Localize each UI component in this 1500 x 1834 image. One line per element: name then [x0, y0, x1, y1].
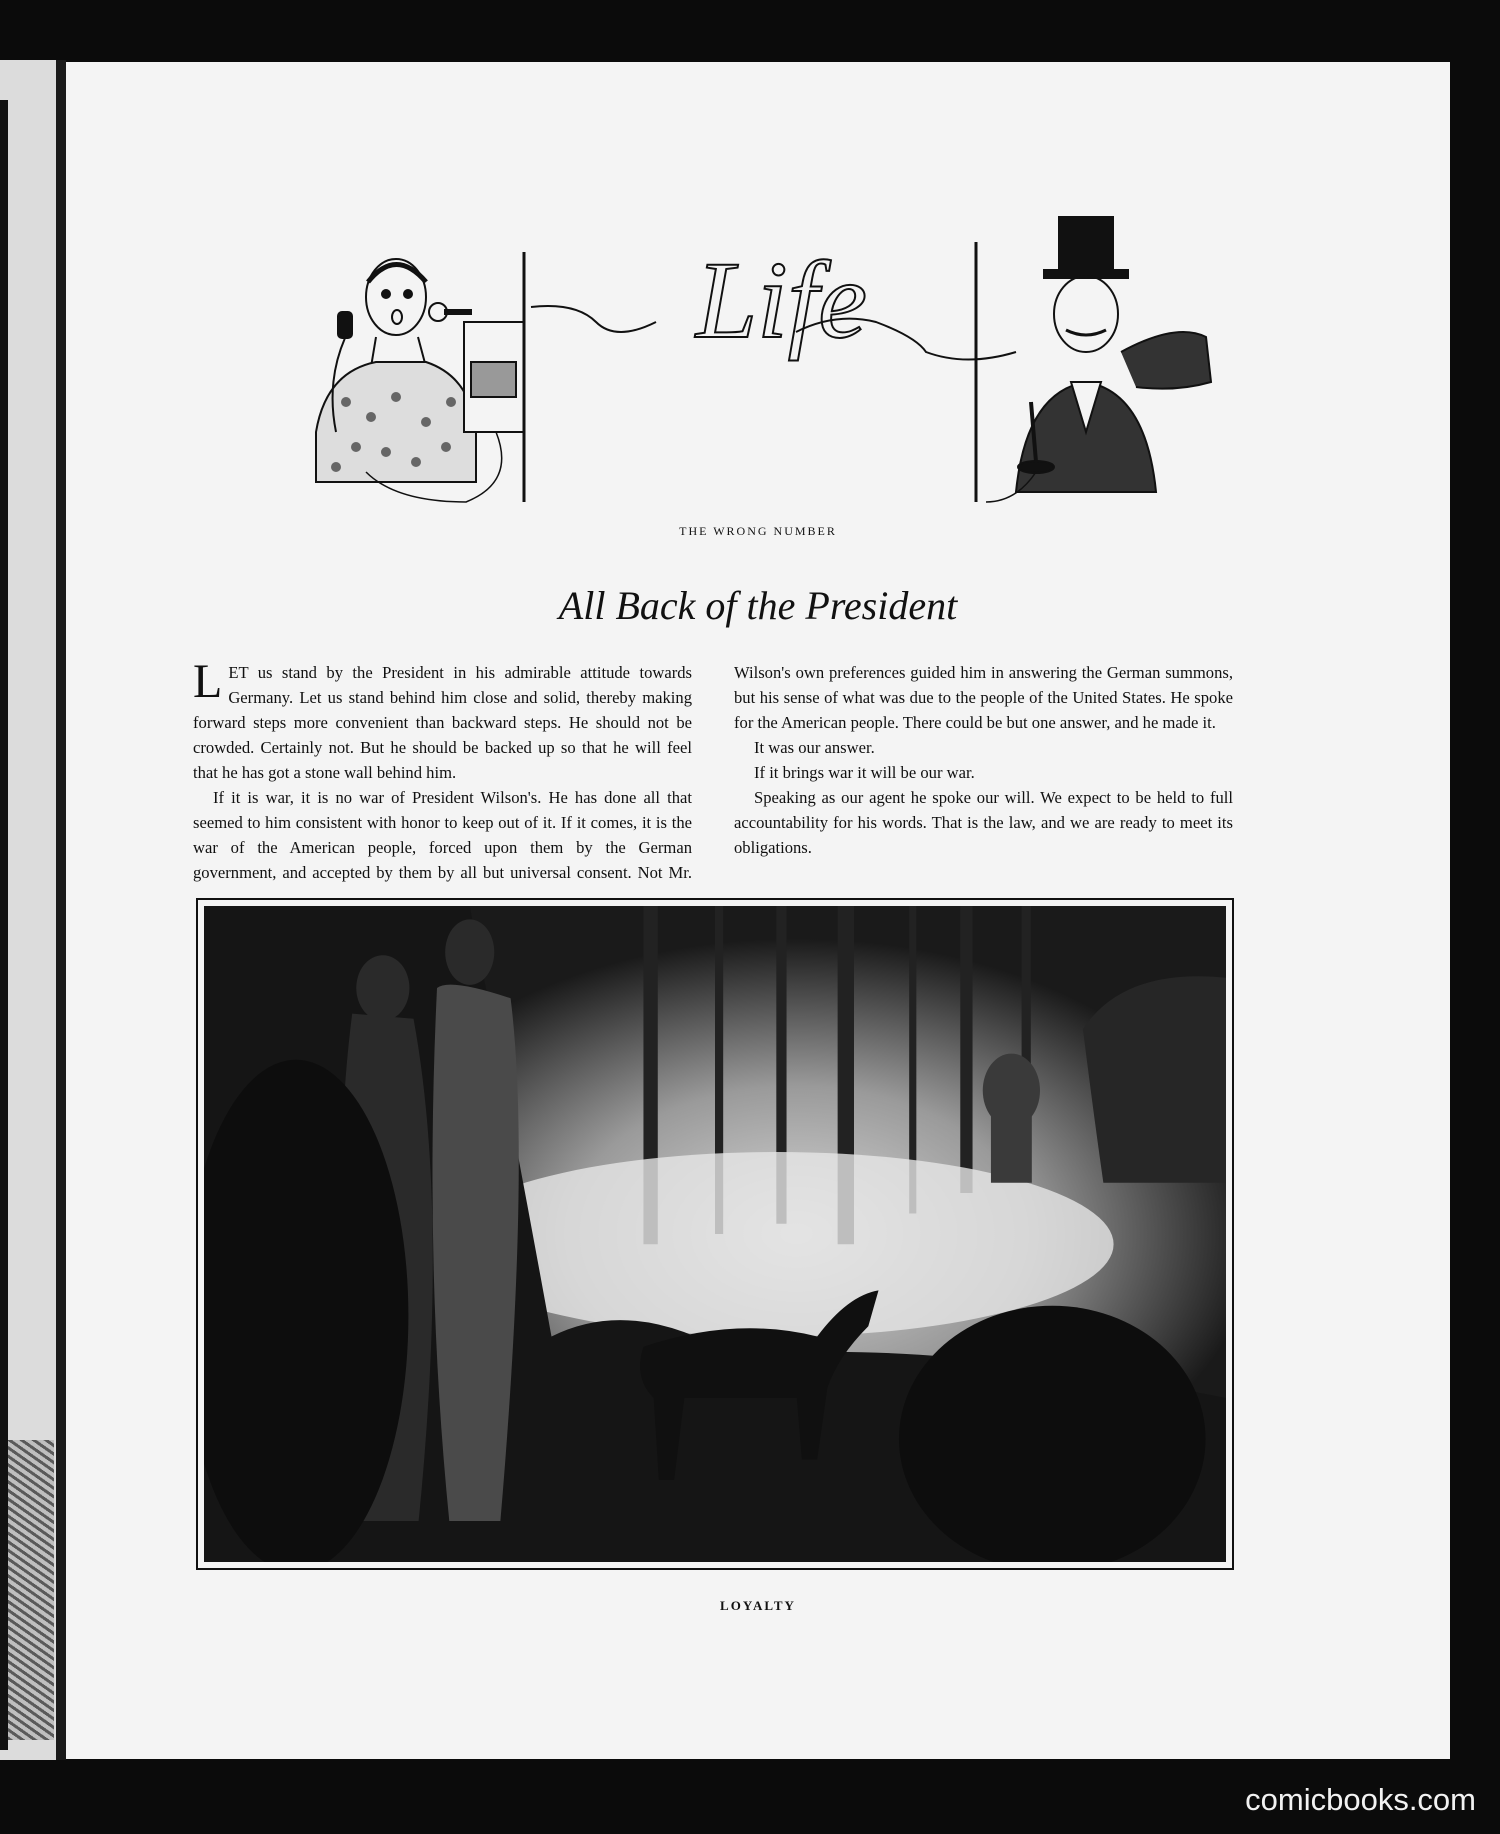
woman-on-phone-drawing: [316, 252, 524, 502]
source-watermark: comicbooks.com: [1245, 1782, 1476, 1817]
gentleman-on-phone-drawing: [976, 217, 1211, 502]
lion-figure: [983, 1054, 1040, 1183]
article-paragraph: If it is war, it is no war of President Wilson's. He has done all that seemed to him consistent with honor to keep out of it. If it comes, it is the war of the American people, forced upon them by the German government, and accepted by them by all but universal consent. Not Mr. Wilson's own preferences guided him in answering the German summons, but his sense of what was due to the people of the United States. He spoke for the American people. There could be but one answer, and he made it.: [193, 663, 1233, 882]
header-caption: THE WRONG NUMBER: [679, 524, 837, 538]
drop-cap: L: [193, 655, 223, 708]
adjacent-page-border: [0, 100, 8, 1750]
article-paragraph: It was our answer.: [754, 738, 875, 757]
article-body: [193, 655, 1233, 885]
elephant-figure: [1083, 976, 1226, 1182]
life-logo: Life: [696, 239, 868, 361]
illustration-caption: LOYALTY: [720, 1598, 796, 1613]
loyalty-illustration: [204, 906, 1226, 1562]
magazine-page: [66, 62, 1450, 1759]
header-illustration: [276, 202, 1236, 517]
article-title: All Back of the President: [558, 583, 958, 628]
article-paragraph: Speaking as our agent he spoke our will. We expect to be held to full accountability for his words. That is the law, and we are ready to meet its obligations.: [734, 788, 1233, 857]
adjacent-page-ornament: [8, 1440, 54, 1740]
article-paragraph: If it brings war it will be our war.: [754, 763, 975, 782]
illustration-frame: [196, 898, 1234, 1570]
book-binding: [56, 60, 66, 1760]
article-paragraph: LET us stand by the President in his admirable attitude towards Germany. Let us stand behind him close and solid, thereby making forward steps more convenient than backward steps. He should not be crowded. Certainly not. But he should be backed up so that he will feel that he has got a stone wall behind him.: [193, 655, 692, 782]
